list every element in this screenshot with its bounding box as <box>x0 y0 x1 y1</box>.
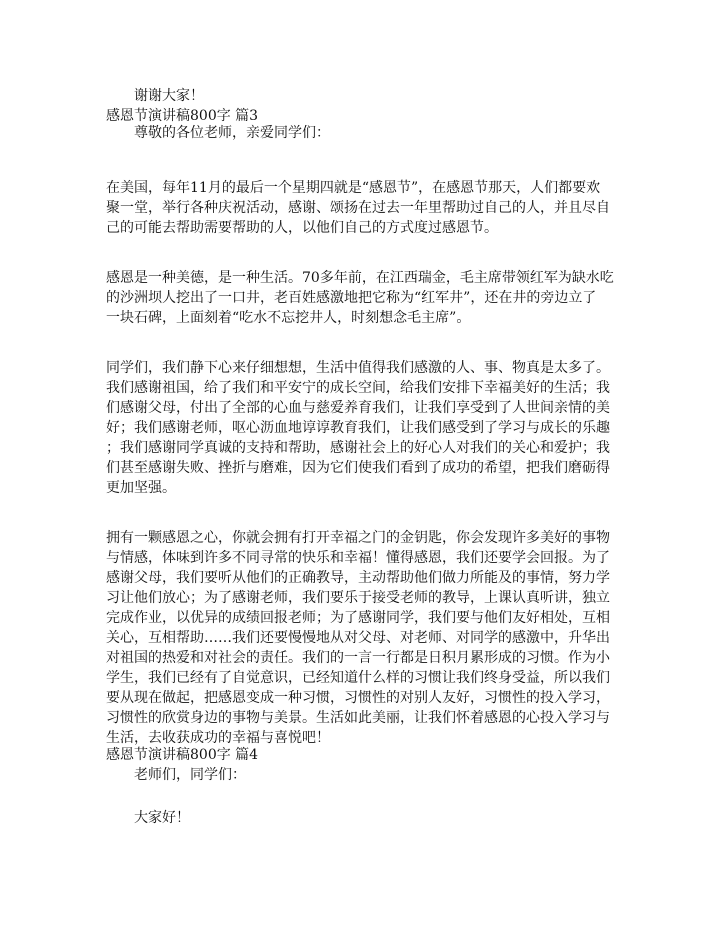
section-heading-4: 感恩节演讲稿800字 篇4 <box>106 747 259 763</box>
paragraph-line: 生活，去收获成功的幸福与喜悦吧！ <box>106 730 330 746</box>
paragraph-line: 同学们，我们静下心来仔细想想，生活中值得我们感激的人、事、物真是太多了。 <box>106 360 610 376</box>
paragraph-line: 感谢父母，我们要听从他们的正确教导，主动帮助他们做力所能及的事情，努力学 <box>106 570 610 586</box>
paragraph-line: 更加坚强。 <box>106 480 176 496</box>
paragraph-line: 完成作业，以优异的成绩回报老师；为了感谢同学，我们要与他们友好相处，互相 <box>106 610 610 626</box>
greeting-line: 大家好！ <box>134 810 190 826</box>
paragraph-line: 们感谢父母，付出了全部的心血与慈爱养育我们，让我们享受到了人世间亲情的美 <box>106 400 610 416</box>
paragraph-line: 要从现在做起，把感恩变成一种习惯，习惯性的对别人友好，习惯性的投入学习， <box>106 690 610 706</box>
paragraph-line: 己的可能去帮助需要帮助的人，以他们自己的方式度过感恩节。 <box>106 220 498 236</box>
paragraph-line: 感恩是一种美德，是一种生活。70多年前，在江西瑞金，毛主席带领红军为缺水吃 <box>106 270 614 286</box>
paragraph-line: 好；我们感谢老师，呕心沥血地谆谆教育我们，让我们感受到了学习与成长的乐趣 <box>106 420 610 436</box>
paragraph-line: ；我们感谢同学真诚的支持和帮助，感谢社会上的好心人对我们的关心和爱护；我 <box>106 440 610 456</box>
paragraph-line: 聚一堂，举行各种庆祝活动，感谢、颂扬在过去一年里帮助过自己的人，并且尽自 <box>106 200 610 216</box>
paragraph-line: 习让他们放心；为了感谢老师，我们要乐于接受老师的教导，上课认真听讲，独立 <box>106 590 610 606</box>
paragraph-line: 对祖国的热爱和对社会的责任。我们的一言一行都是日积月累形成的习惯。作为小 <box>106 650 610 666</box>
paragraph-line: 我们感谢祖国，给了我们和平安宁的成长空间，给我们安排下幸福美好的生活；我 <box>106 380 610 396</box>
salutation-line: 尊敬的各位老师，亲爱同学们： <box>134 125 330 141</box>
paragraph-line: 在美国，每年11月的最后一个星期四就是“感恩节”，在感恩节那天，人们都要欢 <box>106 180 601 196</box>
paragraph-line: 拥有一颗感恩之心，你就会拥有打开幸福之门的金钥匙，你会发现许多美好的事物 <box>106 530 610 546</box>
paragraph-line: 一块石碑，上面刻着“吃水不忘挖井人，时刻想念毛主席”。 <box>106 310 471 326</box>
closing-line: 谢谢大家！ <box>134 88 204 104</box>
paragraph-line: 们甚至感谢失败、挫折与磨难，因为它们使我们看到了成功的希望，把我们磨砺得 <box>106 460 610 476</box>
section-heading-3: 感恩节演讲稿800字 篇3 <box>106 108 259 124</box>
paragraph-line: 关心，互相帮助……我们还要慢慢地从对父母、对老师、对同学的感激中，升华出 <box>106 630 610 646</box>
salutation-line: 老师们，同学们： <box>134 767 246 783</box>
paragraph-line: 习惯性的欣赏身边的事物与美景。生活如此美丽，让我们怀着感恩的心投入学习与 <box>106 710 610 726</box>
paragraph-line: 的沙洲坝人挖出了一口井，老百姓感激地把它称为“红军井”，还在井的旁边立了 <box>106 290 597 306</box>
paragraph-line: 学生，我们已经有了自觉意识，已经知道什么样的习惯让我们终身受益，所以我们 <box>106 670 610 686</box>
paragraph-line: 与情感，体味到许多不同寻常的快乐和幸福！懂得感恩，我们还要学会回报。为了 <box>106 550 610 566</box>
